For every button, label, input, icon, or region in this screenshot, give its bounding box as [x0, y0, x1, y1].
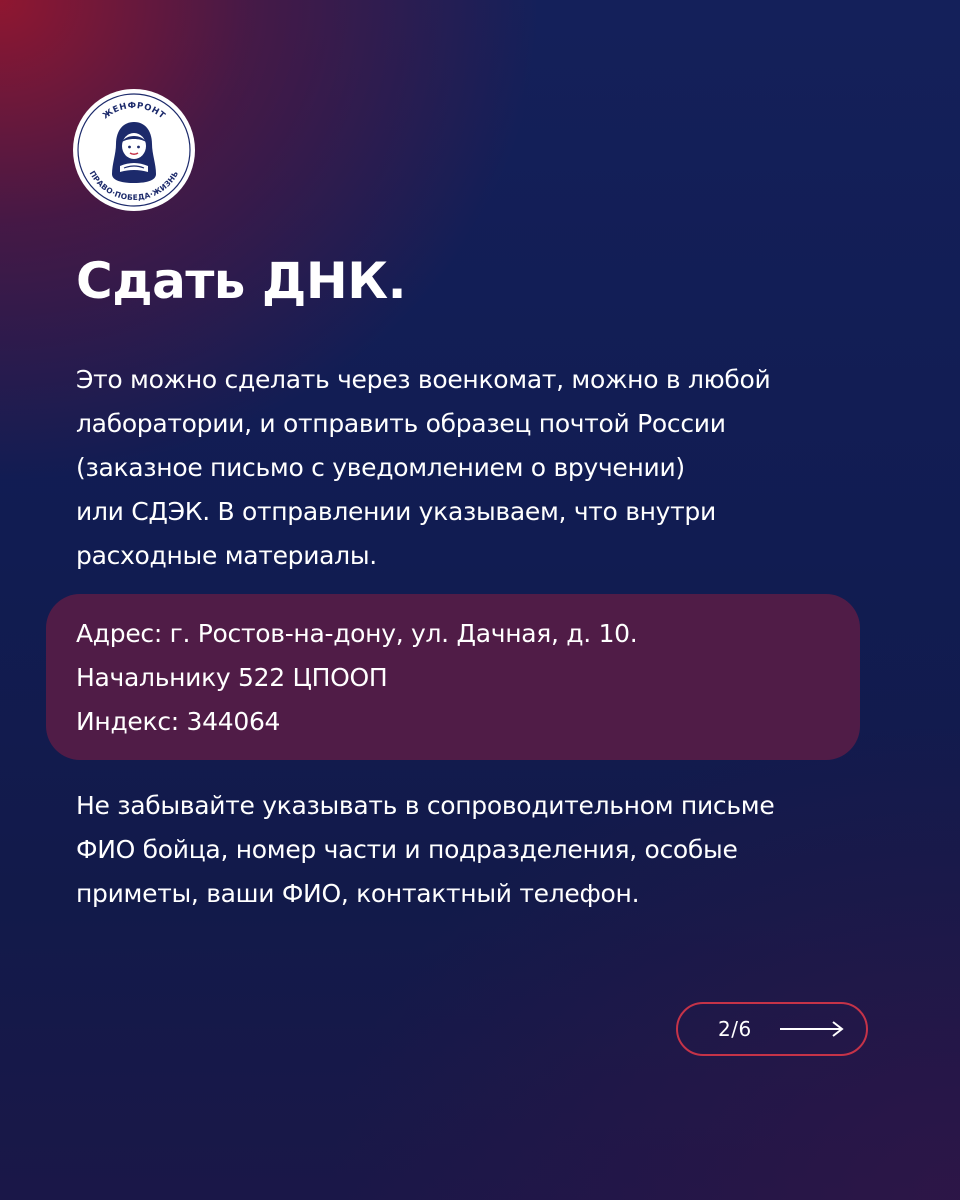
address-line: Адрес: г. Ростов-на-дону, ул. Дачная, д. 10. [76, 619, 638, 648]
logo-bottom-text: ПРАВО·ПОБЕДА·ЖИЗНЬ [87, 169, 181, 203]
reminder-line: Не забывайте указывать в сопроводительном письме [76, 791, 775, 820]
logo [72, 88, 196, 212]
intro-line: лаборатории, и отправить образец почтой России [76, 409, 726, 438]
intro-paragraph [76, 358, 896, 578]
reminder-line: приметы, ваши ФИО, контактный телефон. [76, 879, 640, 908]
intro-line: (заказное письмо с уведомлением о вручении) [76, 453, 685, 482]
reminder-line: ФИО бойца, номер части и подразделения, особые [76, 835, 738, 864]
logo-top-text: ЖЕНФРОНТ [101, 100, 168, 122]
reminder-paragraph [76, 784, 896, 916]
intro-line: расходные материалы. [76, 541, 377, 570]
postal-index-line: Индекс: 344064 [76, 707, 281, 736]
address-box [46, 594, 860, 760]
next-slide-button[interactable] [676, 1002, 868, 1056]
recipient-line: Начальнику 522 ЦПООП [76, 663, 388, 692]
page-counter: 2/6 [718, 1017, 752, 1041]
arrow-right-icon [780, 1020, 844, 1038]
page-title: Сдать ДНК. [76, 252, 407, 310]
intro-line: Это можно сделать через военкомат, можно в любой [76, 365, 771, 394]
intro-line: или СДЭК. В отправлении указываем, что внутри [76, 497, 716, 526]
